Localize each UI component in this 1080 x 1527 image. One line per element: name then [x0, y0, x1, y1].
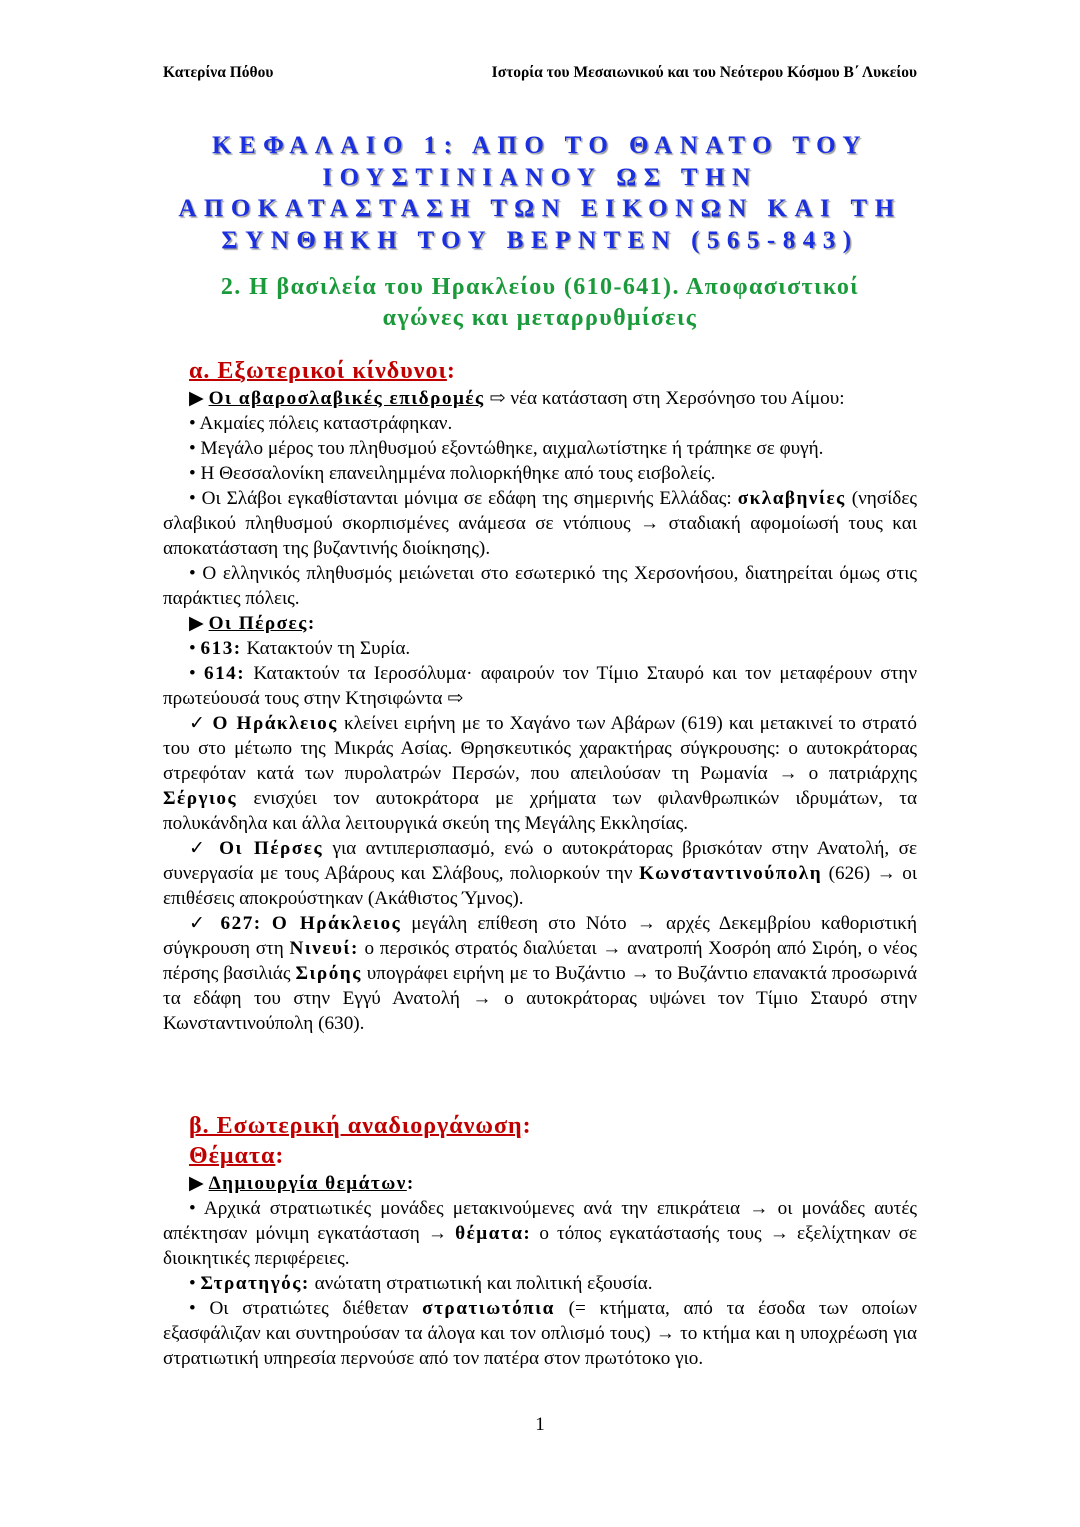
list-item: • Η Θεσσαλονίκη επανειλημμένα πολιορκήθηκε από τους εισβολείς.: [189, 463, 716, 484]
list-item: • 614: Κατακτούν τα Ιεροσόλυμα· αφαιρούν τον Τίμιο Σταυρό και τον μεταφέρουν στην πρωτεύουσά τους στην Κτησιφώντα ⇨: [163, 663, 918, 709]
lesson-title-line: αγώνες και μεταρρυθμίσεις: [382, 305, 698, 331]
list-item: • Οι Σλάβοι εγκαθίστανται μόνιμα σε εδάφη της σημερινής Ελλάδας: σκλαβηνίες (νησίδες σλαβικού πληθυσμού σκορπισμένες ανάμεσα σε ντόπιους → σταδιακή αφομοίωσή τους και αποκατάσταση της βυζαντινής διοίκησης).: [163, 488, 917, 559]
chapter-title-line: ΣΥΝΘΗΚΗ ΤΟΥ ΒΕΡΝΤΕΝ (565-843): [221, 226, 859, 254]
list-item: • Οι στρατιώτες διέθεταν στρατιωτόπια (= κτήματα, από τα έσοδα των οποίων εξασφάλιζαν και συντηρούσαν τα άλογα και τον οπλισμό τους) → το κτήμα και η υποχρέωση για στρατιωτική υπηρεσία περνούσε από τον πατέρα στον πρωτότοκο γιο.: [163, 1298, 918, 1369]
page-number: 1: [535, 1414, 545, 1435]
list-item: • Ο ελληνικός πληθυσμός μειώνεται στο εσωτερικό της Χερσονήσου, διατηρείται όμως στις παράκτιες πόλεις.: [163, 563, 918, 609]
persians-heading: ▶ Οι Πέρσες:: [189, 613, 315, 634]
list-item: • Μεγάλο μέρος του πληθυσμού εξοντώθηκε, αιχμαλωτίστηκε ή τράπηκε σε φυγή.: [189, 438, 824, 459]
page-header: [163, 64, 917, 88]
section-b-heading: β. Εσωτερική αναδιοργάνωση:: [189, 1113, 532, 1139]
section-internal: [163, 1111, 917, 1371]
list-item: • Αρχικά στρατιωτικές μονάδες μετακινούμενες ανά την επικράτεια → οι μονάδες αυτές απέκτησαν μόνιμη εγκατάσταση → θέματα: ο τόπος εγκατάστασής τους → εξελίχτηκαν σε διοικητικές περιφέρειες.: [163, 1198, 918, 1269]
section-external: [163, 356, 917, 1036]
list-item: • 613: Κατακτούν τη Συρία.: [189, 638, 411, 659]
lesson-title: [163, 272, 917, 334]
header-author: Κατερίνα Πόθου: [163, 64, 274, 81]
list-item: ✓ Οι Πέρσες για αντιπερισπασμό, ενώ ο αυτοκράτορας βρισκόταν στην Ανατολή, σε συνεργασία με τους Αβάρους και Σλάβους, πολιορκούν την Κωνσταντινούπολη (626) → οι επιθέσεις αποκρούστηκαν (Ακάθιστος Ύμνος).: [163, 838, 918, 909]
slav-raids: ▶ Οι αβαροσλαβικές επιδρομές ⇨ νέα κατάσταση στη Χερσόνησο του Αίμου:: [189, 388, 845, 409]
chapter-title-line: ΚΕΦΑΛΑΙΟ 1: ΑΠΟ ΤΟ ΘΑΝΑΤΟ ΤΟΥ: [212, 132, 868, 159]
list-item: • Στρατηγός: ανώτατη στρατιωτική και πολιτική εξουσία.: [189, 1273, 653, 1294]
themes-creation: ▶ Δημιουργία θεμάτων:: [189, 1173, 414, 1194]
chapter-title-line: ΙΟΥΣΤΙΝΙΑΝΟΥ ΩΣ ΤΗΝ: [322, 163, 758, 191]
header-course: Ιστορία του Μεσαιωνικού και του Νεότερου Κόσμου Β΄ Λυκείου: [491, 64, 917, 81]
section-a-heading: α. Εξωτερικοί κίνδυνοι:: [189, 358, 456, 384]
themes-heading: Θέματα:: [189, 1143, 285, 1169]
list-item: ✓ Ο Ηράκλειος κλείνει ειρήνη με το Χαγάνο των Αβάρων (619) και μετακινεί το στρατό του στο μέτωπο της Μικράς Ασίας. Θρησκευτικός χαρακτήρας σύγκρουσης: ο αυτοκράτορας στρεφόταν κατά των πυρολατρών Περσών, που απειλούσαν τη Ρωμανία → ο πατριάρχης Σέργιος ενισχύει τον αυτοκράτορα με χρήματα των φιλανθρωπικών ιδρυμάτων, τα πολυκάνδηλα και άλλα λειτουργικά σκεύη της Μεγάλης Εκκλησίας.: [163, 713, 918, 834]
list-item: • Ακμαίες πόλεις καταστράφηκαν.: [189, 413, 453, 434]
chapter-title: [163, 130, 917, 256]
chapter-title-line: ΑΠΟΚΑΤΑΣΤΑΣΗ ΤΩΝ ΕΙΚΟΝΩΝ ΚΑΙ ΤΗ: [178, 195, 902, 222]
lesson-title-line: 2. Η βασιλεία του Ηρακλείου (610-641). Αποφασιστικοί: [220, 274, 860, 300]
list-item: ✓ 627: Ο Ηράκλειος μεγάλη επίθεση στο Νότο → αρχές Δεκεμβρίου καθοριστική σύγκρουση στη Νινευί: ο περσικός στρατός διαλύεται → ανατροπή Χοσρόη από Σιρόη, ο νέος πέρσης βασιλιάς Σιρόης υπογράφει ειρήνη με το Βυζάντιο → το Βυζάντιο επανακτά προσωρινά τα εδάφη του στην Εγγύ Ανατολή → ο αυτοκράτορας υψώνει τον Τίμιο Σταυρό στην Κωνσταντινούπολη (630).: [163, 913, 918, 1034]
